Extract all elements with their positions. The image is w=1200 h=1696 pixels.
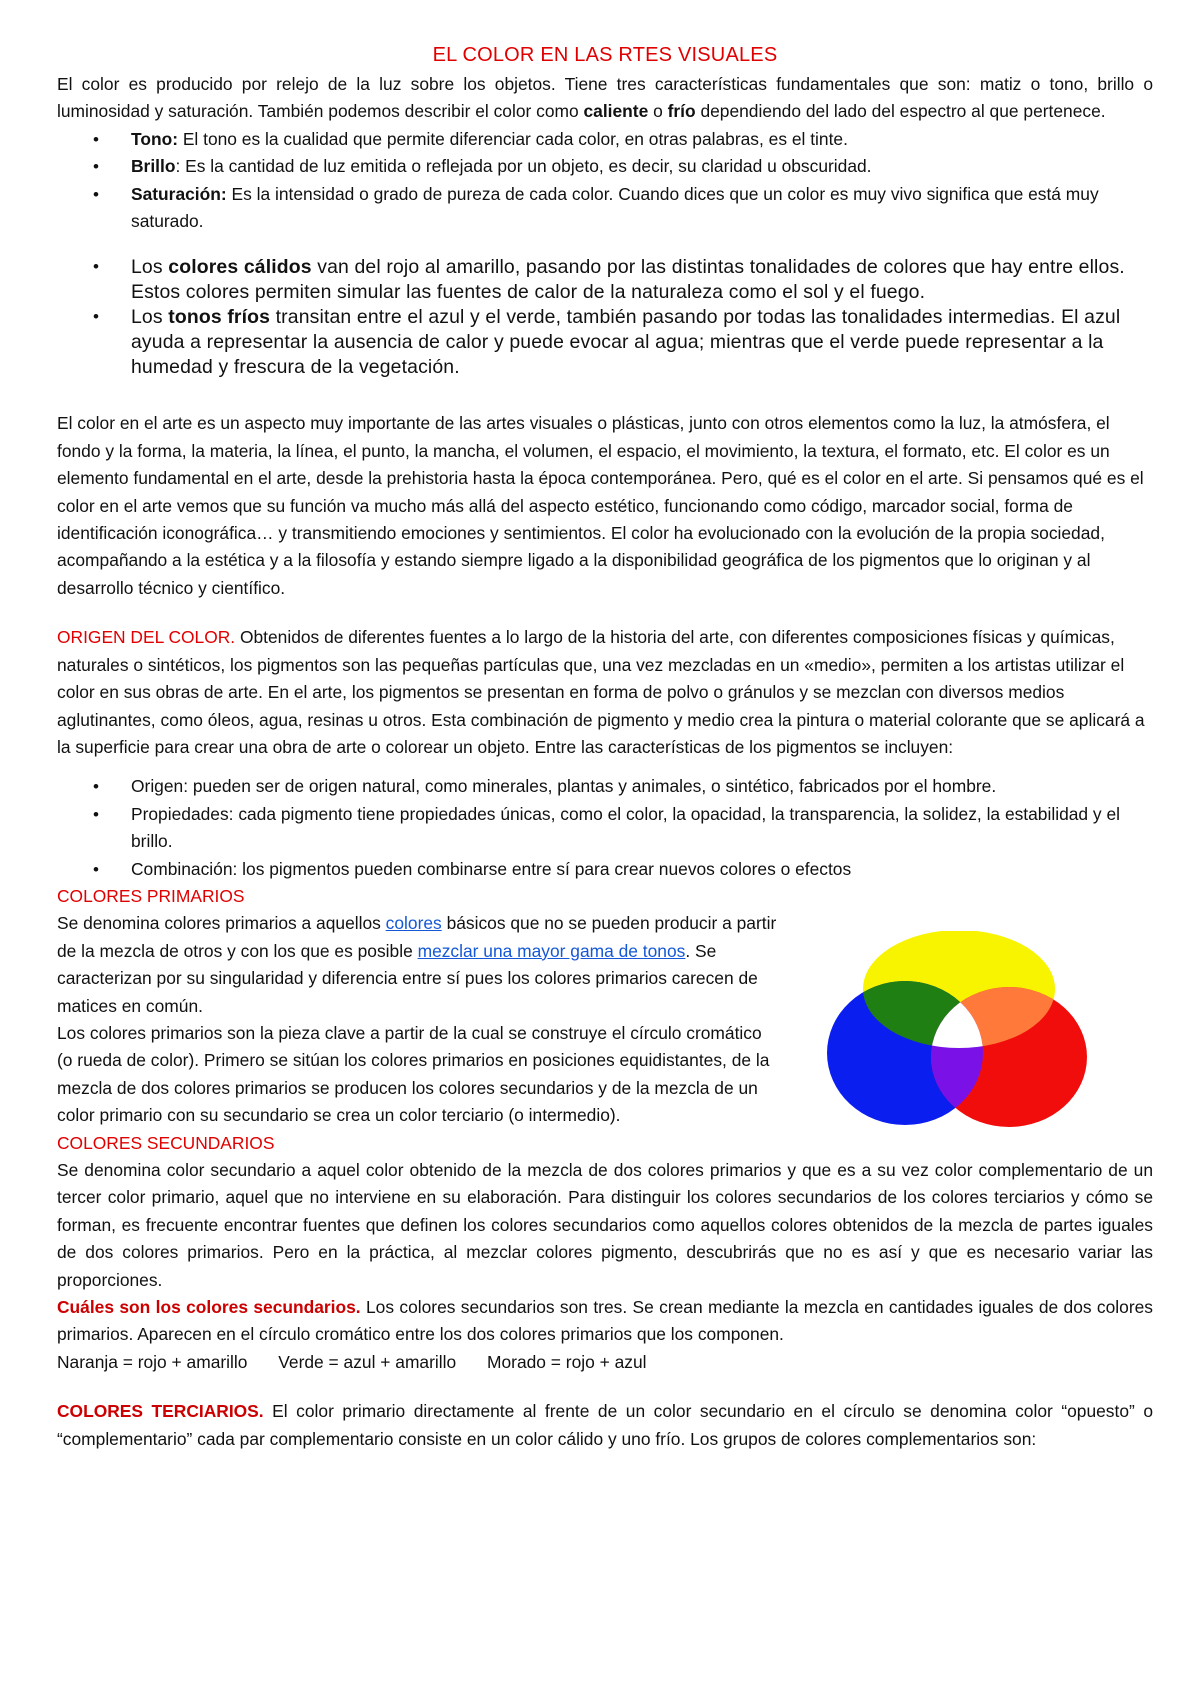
- item-text: van del rojo al amarillo, pasando por las distintas tonalidades de colores que hay entre ellos. Estos colores permiten simular las fuentes de calor de la naturaleza como el sol y el fuego.: [131, 256, 1125, 304]
- secundarios-paragraph: Se denomina color secundario a aquel color obtenido de la mezcla de dos colores primarios y que es a su vez color complementario de un tercer color primario, aquel que no interviene en su elaboración. Para distinguir los colores secundarios de los colores terciarios y cómo se forman, es frecuente encontrar fuentes que definen los colores secundarios como aquellos colores obtenidos de la mezcla de partes iguales de dos colores primarios. Pero en la práctica, al mezclar colores pigmento, descubrirás que no es así y que es necesario variar las proporciones.: [57, 1160, 1153, 1290]
- list-item: [131, 181, 1153, 236]
- origen-text: Obtenidos de diferentes fuentes a lo largo de la historia del arte, con diferentes composiciones físicas y químicas, naturales o sintéticos, los pigmentos son las pequeñas partículas que, una vez mezcladas en un «medio», permiten a los artistas utilizar el color en sus obras de arte. En el arte, los pigmentos se presentan en forma de polvo o gránulos y se mezclan con diversos medios aglutinantes, como óleos, agua, resinas u otros. Esta combinación de pigmento y medio crea la pintura o material colorante que se aplicará a la superficie para crear una obra de arte o colorear un objeto. Entre las características de los pigmentos se incluyen:: [57, 627, 1145, 757]
- primarios-text-2: básicos que no se pueden producir a partir de la mezcla de otros y con los que es posible: [57, 913, 777, 961]
- intro-paragraph: [57, 71, 1153, 126]
- property-term: Brillo: [131, 156, 176, 177]
- list-item: [131, 305, 1153, 380]
- cuales-heading: Cuáles son los colores secundarios.: [57, 1297, 361, 1318]
- list-item: • Combinación: los pigmentos pueden combinarse entre sí para crear nuevos colores o efectos: [131, 856, 1153, 883]
- secundarios-heading: COLORES SECUNDARIOS: [57, 1132, 275, 1153]
- terciarios-paragraph: [57, 1398, 1153, 1453]
- item-term: tonos fríos: [168, 306, 271, 329]
- property-text: El tono es la cualidad que permite diferenciar cada color, en otras palabras, es el tinte.: [178, 128, 848, 149]
- primarios-text-1: Se denomina colores primarios a aquellos: [57, 913, 386, 934]
- colores-link[interactable]: colores: [385, 913, 442, 934]
- document-page: [57, 40, 1153, 1453]
- origen-heading: ORIGEN DEL COLOR.: [57, 627, 236, 648]
- primarios-paragraph-2: Los colores primarios son la pieza clave a partir de la cual se construye el círculo cromático (o rueda de color). Primero se sitúan los colores primarios en posiciones equidistantes, de la mezcla de dos colores primarios se producen los colores secundarios y de la mezcla de un color primario con su secundario se crea un color terciario (o intermedio).: [57, 1022, 770, 1126]
- item-pre: Los: [131, 256, 169, 279]
- property-term: Tono:: [131, 128, 178, 149]
- intro-text-2: o: [648, 101, 668, 122]
- properties-list: [57, 126, 1153, 236]
- primary-colors-venn-diagram: [827, 931, 1091, 1127]
- list-item: • Propiedades: cada pigmento tiene propiedades únicas, como el color, la opacidad, la transparencia, la solidez, la estabilidad y el brillo.: [131, 801, 1153, 856]
- primarios-text-block: [57, 910, 777, 1129]
- list-item: [131, 255, 1153, 305]
- item-text: transitan entre el azul y el verde, también pasando por todas las tonalidades intermedias. El azul ayuda a representar la ausencia de calor y puede evocar al agua; mientras que el verde puede representar a la humedad y frescura de la vegetación.: [131, 306, 1121, 379]
- equation-morado: Morado = rojo + azul: [487, 1351, 647, 1372]
- terciarios-text: El color primario directamente al frente de un color secundario en el círculo se denomina color “opuesto” o “complementario” cada par complementario consiste en un color cálido y uno frío. Los grupos de colores complementarios son:: [57, 1401, 1154, 1449]
- primarios-paragraph-1: [57, 910, 777, 1020]
- intro-frio-word: frío: [667, 101, 696, 122]
- arte-paragraph: El color en el arte es un aspecto muy importante de las artes visuales o plásticas, junto con otros elementos como la luz, la atmósfera, el fondo y la forma, la materia, la línea, el punto, la mancha, el volumen, el espacio, el movimiento, la textura, el formato, etc. El color es un elemento fundamental en el arte, desde la prehistoria hasta la época contemporánea. Pero, qué es el color en el arte. Si pensamos qué es el color en el arte vemos que su función va mucho más allá del aspecto estético, funcionando como código, marcador social, forma de identificación iconográfica… y transmitiendo emociones y sentimientos. El color ha evolucionado con la evolución de la propia sociedad, acompañando a la estética y a la filosofía y estando siempre ligado a la disponibilidad geográfica de los pigmentos que lo originan y al desarrollo técnico y científico.: [57, 413, 1144, 598]
- list-item: [131, 153, 1153, 180]
- intro-calido-word: caliente: [583, 101, 649, 122]
- terciarios-heading: COLORES TERCIARIOS.: [57, 1401, 264, 1422]
- page-title: EL COLOR EN LAS RTES VISUALES: [432, 44, 778, 66]
- temperature-list: [57, 255, 1153, 380]
- list-item: • Origen: pueden ser de origen natural, como minerales, plantas y animales, o sintético, fabricados por el hombre.: [131, 773, 1153, 800]
- cuales-text: Los colores secundarios son tres. Se crean mediante la mezcla en cantidades iguales de dos colores primarios. Aparecen en el círculo cromático entre los dos colores primarios que los componen.: [57, 1297, 1153, 1345]
- primarios-heading: COLORES PRIMARIOS: [57, 885, 245, 906]
- mezclar-link[interactable]: mezclar una mayor gama de tonos: [417, 940, 686, 961]
- item-pre: Los: [131, 306, 169, 329]
- secondary-equations: [57, 1349, 1153, 1376]
- pigment-characteristics-list: [57, 773, 1153, 883]
- property-text: : Es la cantidad de luz emitida o reflejada por un objeto, es decir, su claridad u obscuridad.: [175, 156, 872, 177]
- equation-naranja: Naranja = rojo + amarillo: [57, 1351, 248, 1372]
- equation-verde: Verde = azul + amarillo: [278, 1351, 457, 1372]
- origen-paragraph: [57, 624, 1153, 761]
- intro-text-1: El color es producido por relejo de la luz sobre los objetos. Tiene tres características fundamentales que son: matiz o tono, brillo o luminosidad y saturación. También podemos describir el color como: [57, 74, 1153, 122]
- intro-text-3: dependiendo del lado del espectro al que pertenece.: [695, 101, 1106, 122]
- property-text: Es la intensidad o grado de pureza de cada color. Cuando dices que un color es muy vivo significa que está muy saturado.: [131, 183, 1099, 232]
- list-item: [131, 126, 1153, 153]
- item-term: colores cálidos: [168, 256, 312, 279]
- primarios-text-3: . Se caracterizan por su singularidad y diferencia entre sí pues los colores primarios carecen de matices en común.: [57, 940, 758, 1016]
- property-term: Saturación:: [131, 183, 227, 204]
- cuales-paragraph: [57, 1294, 1153, 1349]
- primarios-section: [57, 883, 1153, 1130]
